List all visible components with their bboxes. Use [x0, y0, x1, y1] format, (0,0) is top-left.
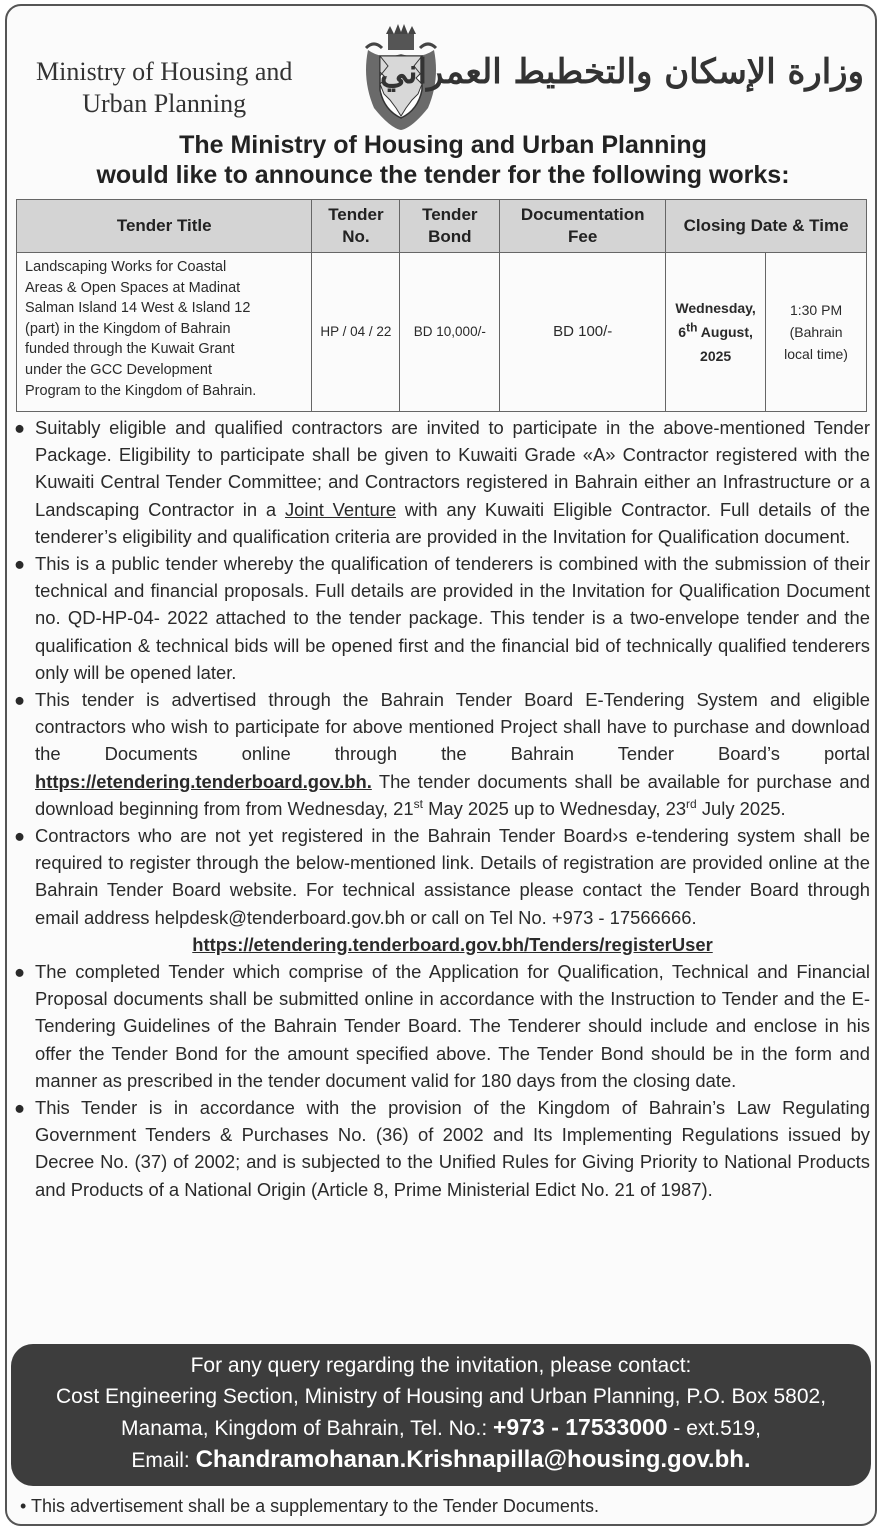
bullet-list — [14, 414, 870, 1203]
cell-documentation-fee: BD 100/- — [500, 253, 666, 412]
contact-phone-line: Manama, Kingdom of Bahrain, Tel. No.: +973 - 17533000 - ext.519, — [121, 1414, 761, 1440]
list-item: ● The completed Tender which comprise of the Application for Qualification, Technical and Financial Proposal documents shall be submitted online in accordance with the Instruction to Tender and the E-Tendering Guidelines of the Bahrain Tender Board. The Tenderer should include and enclose in his offer the Tender Bond for the amount specified above. The Tender Bond should be in the form and manner as prescribed in the tender document valid for 180 days from the closing date. — [14, 958, 870, 1094]
bullet-icon: ● — [14, 417, 26, 438]
list-item: ● This is a public tender whereby the qualification of tenderers is combined with the submission of their technical and financial proposals. Full details are provided in the Invitation for Qualification Document no. QD-HP-04- 2022 attached to the tender package. This tender is a two-envelope tender and the qualification & technical bids will be opened first and the financial bid of technically qualified tenderers only will be opened later. — [14, 550, 870, 686]
contact-heading: For any query regarding the invitation, please contact: — [190, 1354, 692, 1377]
bullet-icon: ● — [14, 553, 26, 575]
joint-venture-text: Joint Venture — [284, 498, 397, 520]
headline-line1: The Ministry of Housing and Urban Planning — [179, 131, 707, 159]
cell-closing-time: 1:30 PM (Bahrain local time) — [766, 253, 867, 412]
ministry-name-line2: Urban Planning — [82, 89, 247, 118]
bullet-icon: ● — [14, 825, 26, 847]
cell-closing-date: Wednesday, 6th August, 2025 — [666, 253, 766, 412]
ministry-name-arabic: وزارة الإسكان والتخطيط العمراني — [379, 52, 864, 92]
headline — [0, 130, 886, 190]
contact-address: Cost Engineering Section, Ministry of Housing and Urban Planning, P.O. Box 5802, — [55, 1385, 827, 1408]
footnote: • This advertisement shall be a supplementary to the Tender Documents. — [20, 1496, 599, 1516]
register-user-link[interactable]: https://etendering.tenderboard.gov.bh/Tenders/registerUser — [192, 933, 713, 955]
cell-tender-no: HP / 04 / 22 — [312, 253, 400, 412]
etendering-portal-link[interactable]: https://etendering.tenderboard.gov.bh. — [35, 770, 372, 792]
tender-table — [16, 199, 867, 412]
cell-tender-title: Landscaping Works for Coastal Areas & Open Spaces at Madinat Salman Island 14 West & Island 12 (part) in the Kingdom of Bahrain funded through the Kuwait Grant under the GCC Development Program to the Kingdom of Bahrain. — [17, 253, 312, 412]
contact-phone: +973 - 17533000 — [493, 1414, 668, 1440]
cell-tender-bond: BD 10,000/- — [400, 253, 500, 412]
bullet-icon: ● — [14, 689, 26, 711]
headline-line2: would like to announce the tender for the following works: — [96, 161, 790, 189]
ministry-name-line1: Ministry of Housing and — [36, 57, 293, 86]
list-item: ● This Tender is in accordance with the provision of the Kingdom of Bahrain’s Law Regulating Government Tenders & Purchases No. (36) of 2002 and Its Implementing Regulations issued by Decree No. (37) of 2002; and is subjected to the Unified Rules for Giving Priority to National Products and Products of a National Origin (Article 8, Prime Ministerial Edict No. 21 of 1987). — [14, 1094, 870, 1203]
bullet-icon: ● — [14, 961, 26, 983]
header-tender-no: Tender No. — [312, 200, 400, 253]
list-item: ● This tender is advertised through the Bahrain Tender Board E-Tendering System and eligible contractors who wish to participate for above mentioned Project shall have to purchase and download the Documents online through the Bahrain Tender Board’s portal https://etendering.tenderboard.gov.bh. The tender documents shall be available for purchase and download beginning from from Wednesday, 21st May 2025 up to Wednesday, 23rd July 2025. — [14, 686, 870, 822]
table-row — [17, 253, 867, 412]
table-header-row — [17, 200, 867, 253]
contact-email[interactable]: Chandramohanan.Krishnapilla@housing.gov.bh. — [195, 1446, 751, 1473]
list-item: ● Suitably eligible and qualified contractors are invited to participate in the above-mentioned Tender Package. Eligibility to participate shall be given to Kuwaiti Grade «A» Contractor registered with the Kuwaiti Central Tender Committee; and Contractors registered in Bahrain either an Infrastructure or a Landscaping Contractor in a Joint Venture with any Kuwaiti Eligible Contractor. Full details of the tenderer’s eligibility and qualification criteria are provided in the Invitation for Qualification document. — [14, 414, 870, 550]
contact-email-line: Email: Chandramohanan.Krishnapilla@housing.gov.bh. — [131, 1446, 751, 1473]
ministry-name-english — [36, 56, 292, 120]
contact-box — [11, 1344, 871, 1486]
list-item: ● Contractors who are not yet registered in the Bahrain Tender Board›s e-tendering system shall be required to register through the below-mentioned link. Details of registration are provided online at the Bahrain Tender Board website. For technical assistance please contact the Tender Board through email address helpdesk@tenderboard.gov.bh or call on Tel No. +973 - 17566666. — [14, 822, 870, 931]
header-documentation-fee: Documentation Fee — [500, 200, 666, 253]
header — [0, 0, 886, 130]
bullet-icon: ● — [14, 1097, 26, 1119]
header-tender-title: Tender Title — [17, 200, 312, 253]
header-closing-date-time: Closing Date & Time — [666, 200, 867, 253]
header-tender-bond: Tender Bond — [400, 200, 500, 253]
